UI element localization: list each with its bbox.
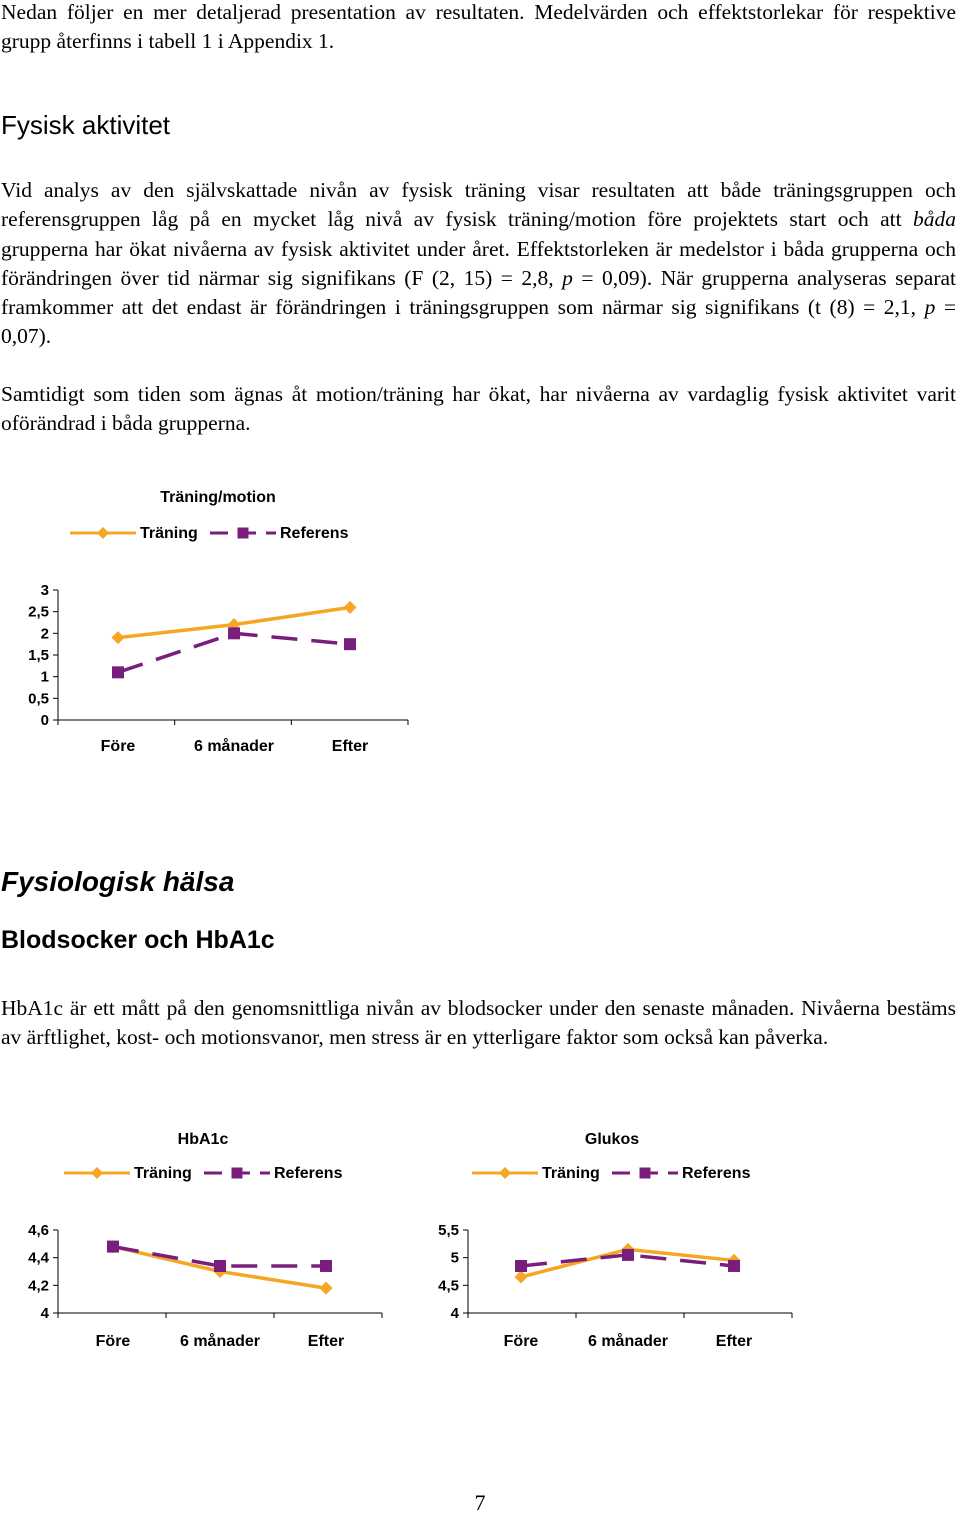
legend-marker-square xyxy=(232,1168,243,1179)
data-point-referens xyxy=(112,666,124,678)
data-point-traning xyxy=(320,1282,333,1295)
y-tick-label: 0,5 xyxy=(28,690,49,708)
x-category-label: 6 månader xyxy=(587,1333,669,1350)
x-category-label: Efter xyxy=(331,738,369,755)
y-tick-label: 4,5 xyxy=(438,1277,459,1295)
legend-marker-square xyxy=(238,528,249,539)
legend-marker-square xyxy=(640,1168,651,1179)
heading-fysiologisk-halsa: Fysiologisk hälsa xyxy=(1,866,235,897)
x-category-label: 6 månader xyxy=(179,1333,261,1350)
data-point-traning xyxy=(344,601,357,614)
x-category-label: Före xyxy=(503,1333,539,1350)
data-point-referens xyxy=(622,1249,634,1261)
legend-marker-diamond xyxy=(499,1167,511,1179)
data-point-referens xyxy=(320,1260,332,1272)
intro-paragraph: Nedan följer en mer detaljerad presentation av resultaten. Medelvärden och effektstorlekar för respektive grupp återfinns i tabell 1 i Appendix 1. xyxy=(1,0,956,54)
chart-glukos xyxy=(410,1120,830,1360)
y-tick-label: 4 xyxy=(40,1305,49,1322)
y-tick-label: 2,5 xyxy=(28,603,49,621)
y-tick-label: 3 xyxy=(40,582,49,599)
legend-marker-diamond xyxy=(97,527,109,539)
y-tick-label: 4,4 xyxy=(28,1249,49,1267)
text-run: = 0,07). xyxy=(1,295,956,349)
legend-label: Referens xyxy=(682,1165,751,1182)
legend-label: Träning xyxy=(542,1165,600,1182)
heading-fysisk-aktivitet: Fysisk aktivitet xyxy=(1,110,171,140)
heading-blodsocker: Blodsocker och HbA1c xyxy=(1,926,275,954)
emphasis-p: p xyxy=(562,265,573,290)
text-run: = 0,09). När grupperna analyseras separat framkommer att det endast är förändringen i träningsgruppen som närmar sig signifikans (t (8) = 2,1, xyxy=(1,265,956,320)
x-category-label: Före xyxy=(95,1333,131,1350)
paragraph-fysiologisk-1: HbA1c är ett mått på den genomsnittliga nivån av blodsocker under den senaste månaden. Nivåerna bestäms av ärftlighet, kost- och motionsvanor, men stress är en ytterligare faktor som också kan påverka. xyxy=(1,996,956,1050)
x-category-label: Före xyxy=(100,738,136,755)
paragraph-fysisk-2: Samtidigt som tiden som ägnas åt motion/träning har ökat, har nivåerna av vardaglig fysisk aktivitet varit oförändrad i båda grupperna. xyxy=(1,382,956,436)
chart-hba1c xyxy=(0,1120,420,1360)
data-point-referens xyxy=(228,627,240,639)
x-category-label: Efter xyxy=(715,1333,753,1350)
data-point-referens xyxy=(728,1260,740,1272)
x-category-label: 6 månader xyxy=(193,738,275,755)
y-tick-label: 2 xyxy=(40,625,49,643)
chart-title: HbA1c xyxy=(177,1131,229,1148)
emphasis-p: p xyxy=(924,295,936,320)
y-tick-label: 5 xyxy=(450,1249,459,1267)
legend-label: Träning xyxy=(134,1165,192,1182)
y-tick-label: 4 xyxy=(450,1305,459,1322)
data-point-referens xyxy=(344,638,356,650)
chart-traning-motion xyxy=(0,480,420,770)
legend-label: Träning xyxy=(140,525,198,542)
y-tick-label: 4,2 xyxy=(28,1277,49,1295)
y-tick-label: 4,6 xyxy=(28,1222,49,1239)
chart-title: Glukos xyxy=(584,1131,640,1148)
data-point-traning xyxy=(515,1271,528,1284)
page-number: 7 xyxy=(474,1490,486,1515)
legend-label: Referens xyxy=(274,1165,343,1182)
paragraph-fysisk-1 xyxy=(1,176,956,352)
y-tick-label: 0 xyxy=(40,712,49,729)
y-tick-label: 5,5 xyxy=(438,1222,459,1239)
data-point-referens xyxy=(515,1260,527,1272)
x-category-label: Efter xyxy=(307,1333,345,1350)
text-run: Vid analys av den självskattade nivån av fysisk träning visar resultaten att både träningsgruppen och referensgruppen låg på en mycket låg nivå av fysisk träning/motion före projektets start och att xyxy=(1,178,956,232)
y-tick-label: 1 xyxy=(40,668,49,686)
legend-marker-diamond xyxy=(91,1167,103,1179)
emphasis-bada: båda xyxy=(913,207,956,232)
text-run: grupperna har ökat nivåerna av fysisk aktivitet under året. Effektstorleken är medelstor i båda grupperna och förändringen över tid närmar sig signifikans (F (2, 15) = 2,8, xyxy=(1,236,956,290)
y-tick-label: 1,5 xyxy=(28,647,49,664)
legend-label: Referens xyxy=(280,525,349,542)
chart-title: Träning/motion xyxy=(160,489,276,506)
data-point-traning xyxy=(112,631,125,644)
data-point-referens xyxy=(214,1260,226,1272)
data-point-referens xyxy=(107,1241,119,1253)
